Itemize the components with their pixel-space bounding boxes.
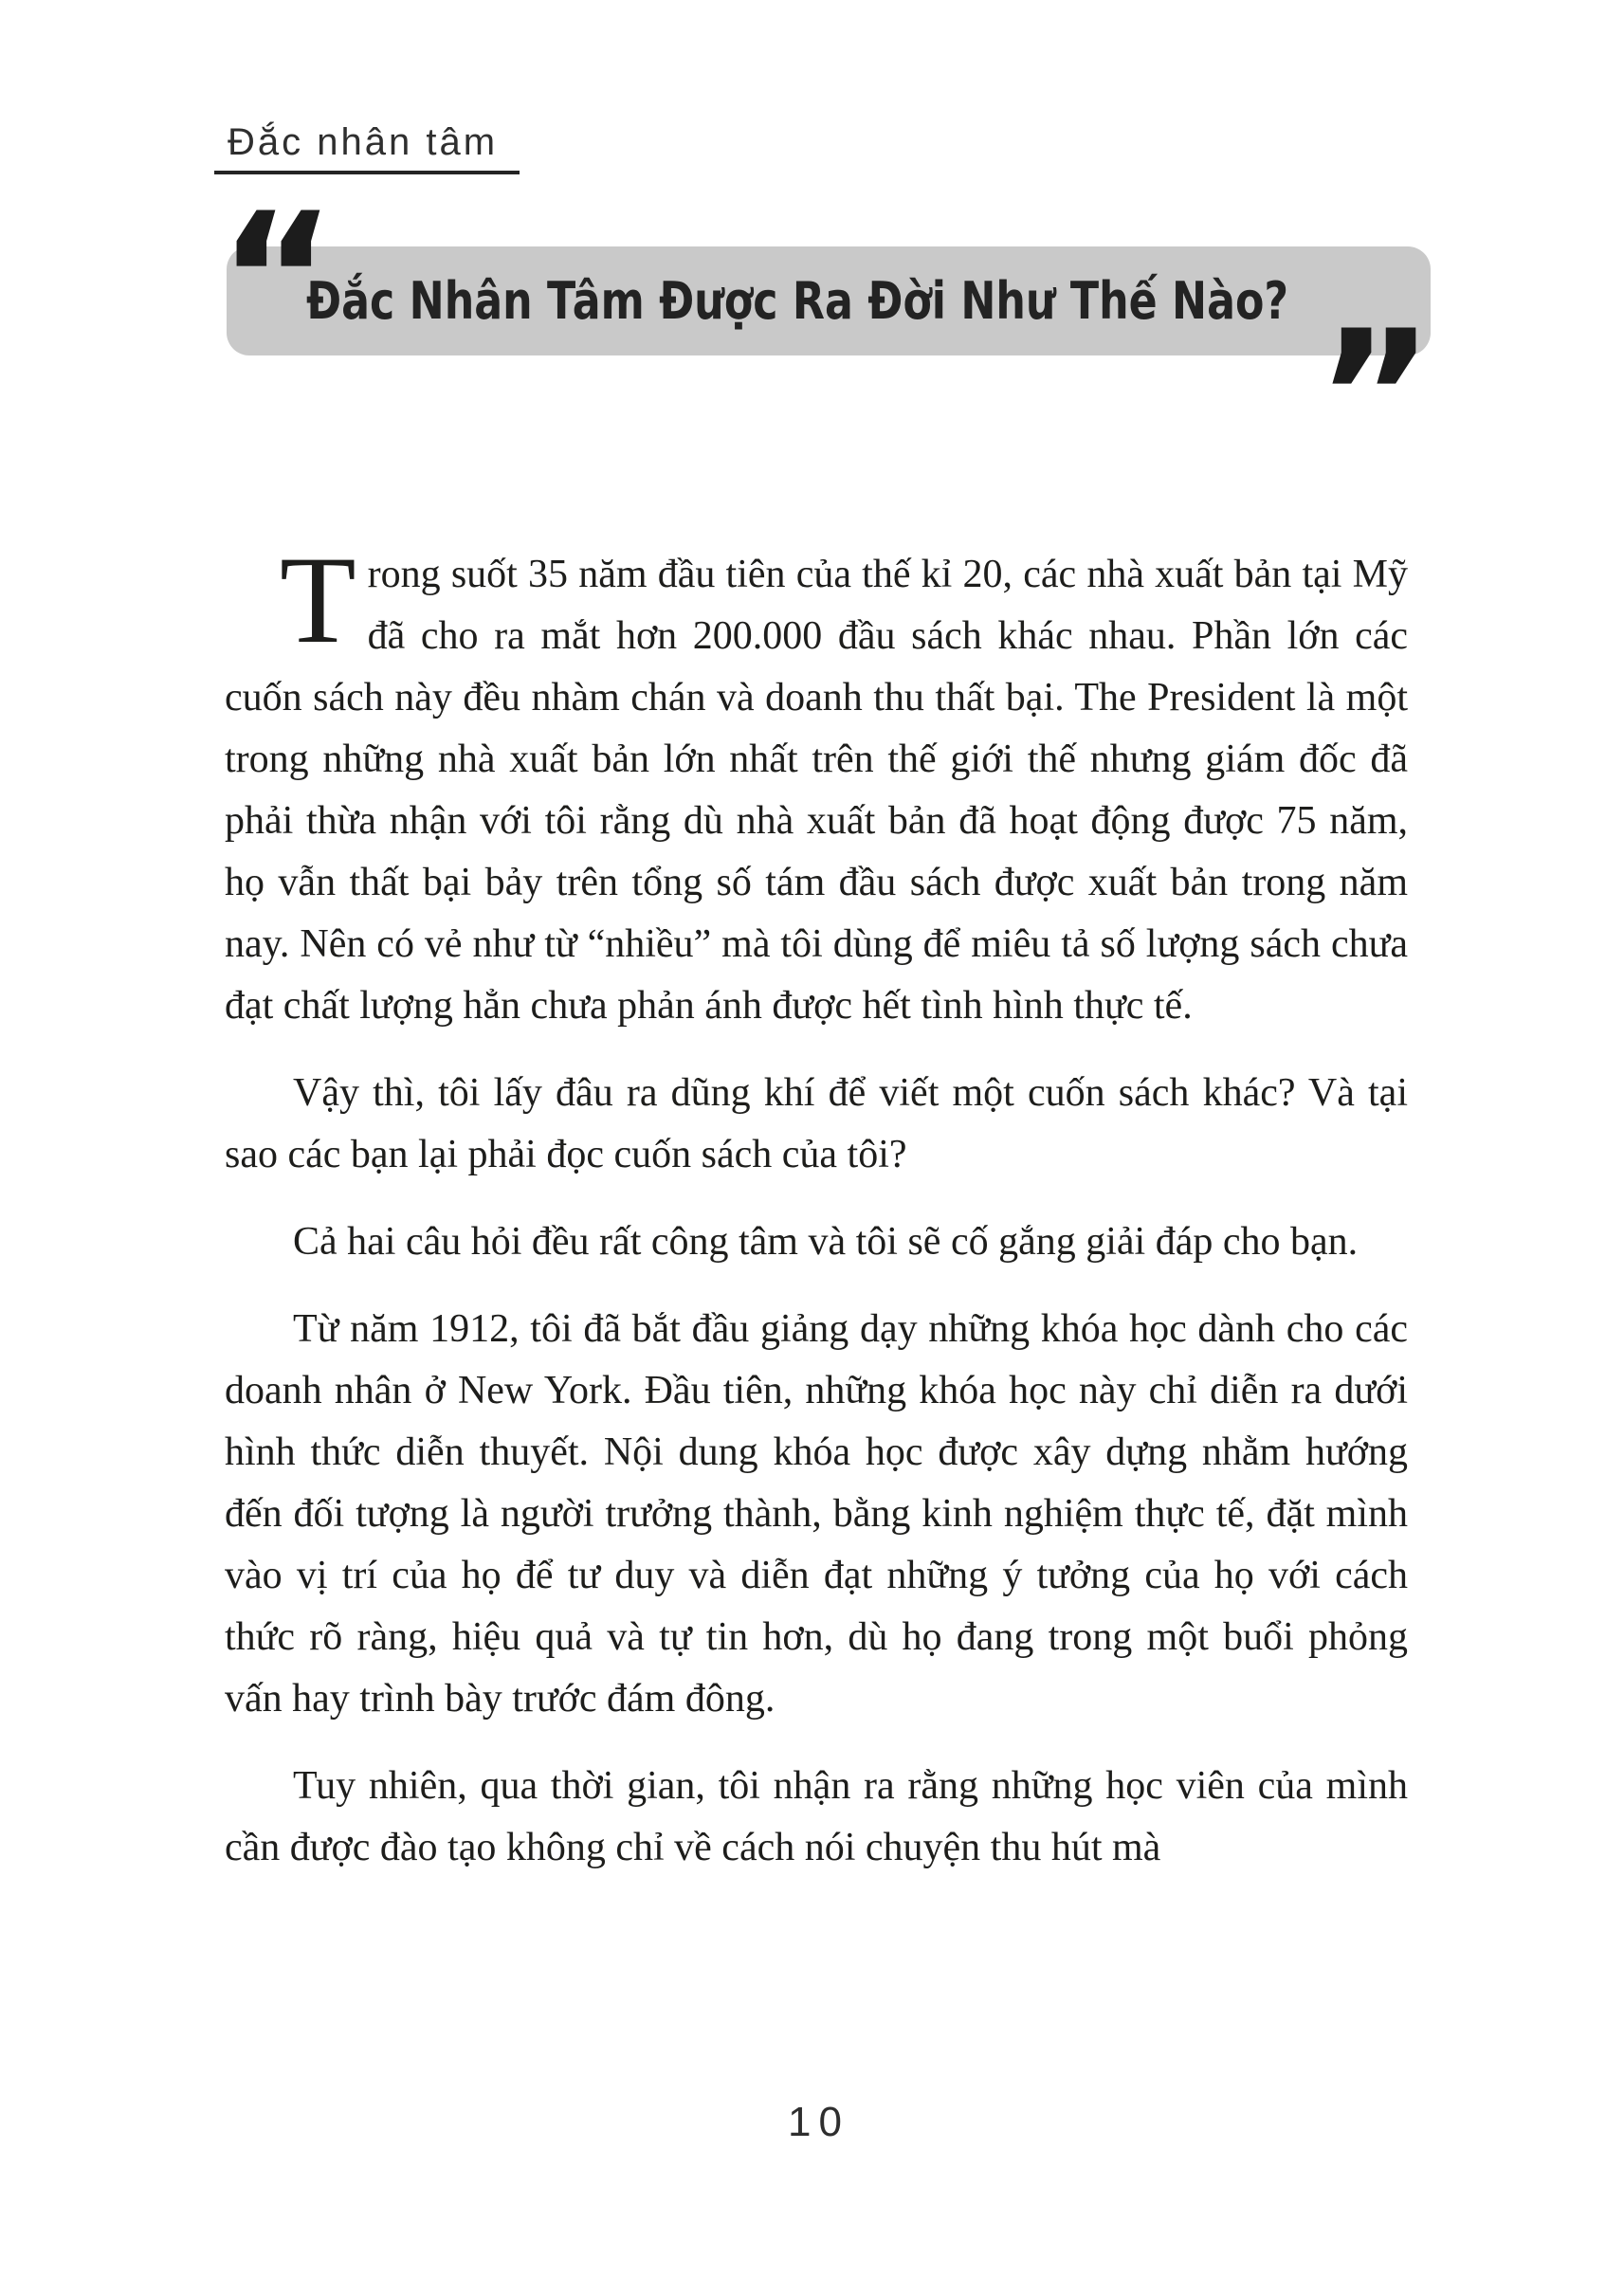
body-text (225, 530, 1408, 1904)
paragraph-text: Từ năm 1912, tôi đã bắt đầu giảng dạy những khóa học dành cho các doanh nhân ở New York. Đầu tiên, những khóa học này chỉ diễn ra dưới hình thức diễn thuyết. Nội dung khóa học được xây dựng nhằm hướng đến đối tượng là người trưởng thành, bằng kinh nghiệm thực tế, đặt mình vào vị trí của họ để tư duy và diễn đạt những ý tưởng của họ với cách thức rõ ràng, hiệu quả và tự tin hơn, dù họ đang trong một buổi phỏng vấn hay trình bày trước đám đông. (225, 1307, 1408, 1721)
paragraph-text: Vậy thì, tôi lấy đâu ra dũng khí để viết một cuốn sách khác? Và tại sao các bạn lại phải đọc cuốn sách của tôi? (225, 1071, 1408, 1176)
running-header-text: Đắc nhân tâm (228, 121, 499, 163)
paragraph (225, 530, 1408, 1037)
paragraph (225, 1063, 1408, 1186)
open-quote-icon: “ (218, 174, 337, 384)
paragraph-text: Cả hai câu hỏi đều rất công tâm và tôi sẽ cố gắng giải đáp cho bạn. (293, 1220, 1359, 1264)
paragraph (225, 1211, 1408, 1273)
drop-cap: T (280, 530, 356, 669)
paragraph-text: rong suốt 35 năm đầu tiên của thế kỉ 20, các nhà xuất bản tại Mỹ đã cho ra mắt hơn 200.000 đầu sách khác nhau. Phần lớn các cuốn sách này đều nhàm chán và doanh thu thất bại. The President là một trong những nhà xuất bản lớn nhất trên thế giới thế nhưng giám đốc đã phải thừa nhận với tôi rằng dù nhà xuất bản đã hoạt động được 75 năm, họ vẫn thất bại bảy trên tổng số tám đầu sách được xuất bản trong năm nay. Nên có vẻ như từ “nhiều” mà tôi dùng để miêu tả số lượng sách chưa đạt chất lượng hẳn chưa phản ánh được hết tình hình thực tế. (225, 553, 1408, 1028)
paragraph (225, 1756, 1408, 1879)
paragraph-text: Tuy nhiên, qua thời gian, tôi nhận ra rằng những học viên của mình cần được đào tạo không chỉ về cách nói chuyện thu hút mà (225, 1764, 1408, 1869)
running-header (214, 123, 520, 174)
chapter-title: Đắc Nhân Tâm Được Ra Đời Như Thế Nào? (306, 271, 1289, 331)
paragraph (225, 1299, 1408, 1730)
page-number: 10 (788, 2099, 849, 2145)
close-quote-icon: ” (1316, 292, 1434, 501)
chapter-title-banner (227, 246, 1431, 355)
